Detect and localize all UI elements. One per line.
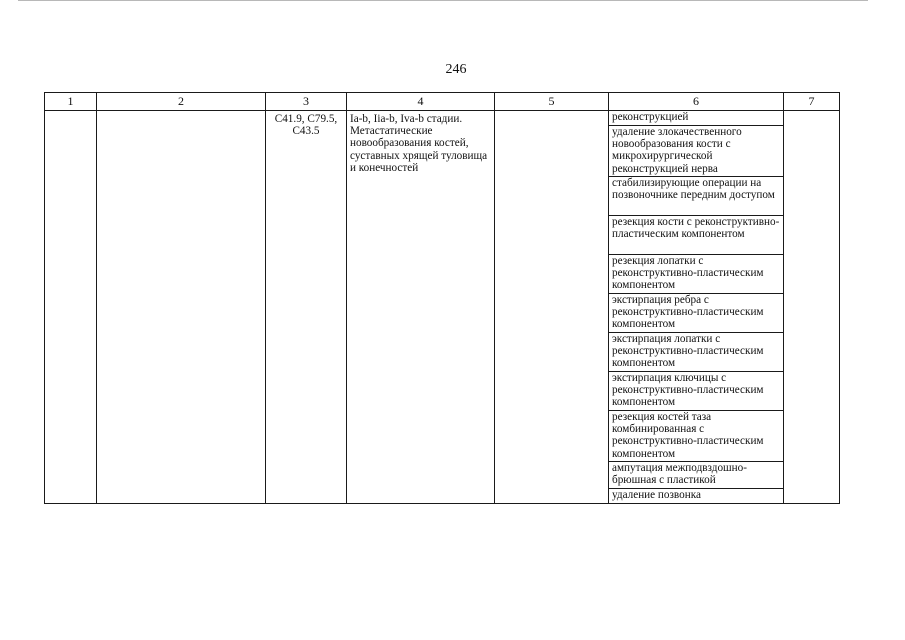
stage-description-cell: Ia-b, Iia-b, Iva-b стадии. Метастатические новообразования костей, суставных хрящей туловища и конечностей <box>347 111 495 504</box>
procedure-item: ампутация межподвздошно-брюшная с пластикой <box>609 462 784 489</box>
table-row <box>45 111 840 126</box>
procedure-item: резекция лопатки с реконструктивно-пластическим компонентом <box>609 255 784 294</box>
header-cell-3: 3 <box>266 93 347 111</box>
procedure-item: экстирпация лопатки с реконструктивно-пластическим компонентом <box>609 333 784 372</box>
header-cell-4: 4 <box>347 93 495 111</box>
procedures-table <box>44 92 840 504</box>
col2-cell <box>97 111 266 504</box>
procedure-item: резекция кости с реконструктивно-пластическим компонентом <box>609 216 784 255</box>
diagnosis-codes-cell: C41.9, C79.5, C43.5 <box>266 111 347 504</box>
header-cell-6: 6 <box>609 93 784 111</box>
procedure-item: реконструкцией <box>609 111 784 126</box>
header-cell-2: 2 <box>97 93 266 111</box>
procedure-item: удаление позвонка <box>609 489 784 504</box>
table-header-row <box>45 93 840 111</box>
top-page-rule <box>18 0 868 1</box>
header-cell-5: 5 <box>495 93 609 111</box>
procedure-item: стабилизирующие операции на позвоночнике передним доступом <box>609 177 784 216</box>
procedure-item: экстирпация ребра с реконструктивно-пластическим компонентом <box>609 294 784 333</box>
col5-cell <box>495 111 609 504</box>
col7-cell <box>784 111 840 504</box>
procedure-item: экстирпация ключицы с реконструктивно-пластическим компонентом <box>609 372 784 411</box>
header-cell-7: 7 <box>784 93 840 111</box>
col1-cell <box>45 111 97 504</box>
procedure-item: удаление злокачественного новообразования кости с микрохирургической реконструкцией нерва <box>609 126 784 177</box>
header-cell-1: 1 <box>45 93 97 111</box>
procedure-item: резекция костей таза комбинированная с реконструктивно-пластическим компонентом <box>609 411 784 462</box>
page-number: 246 <box>445 62 467 77</box>
